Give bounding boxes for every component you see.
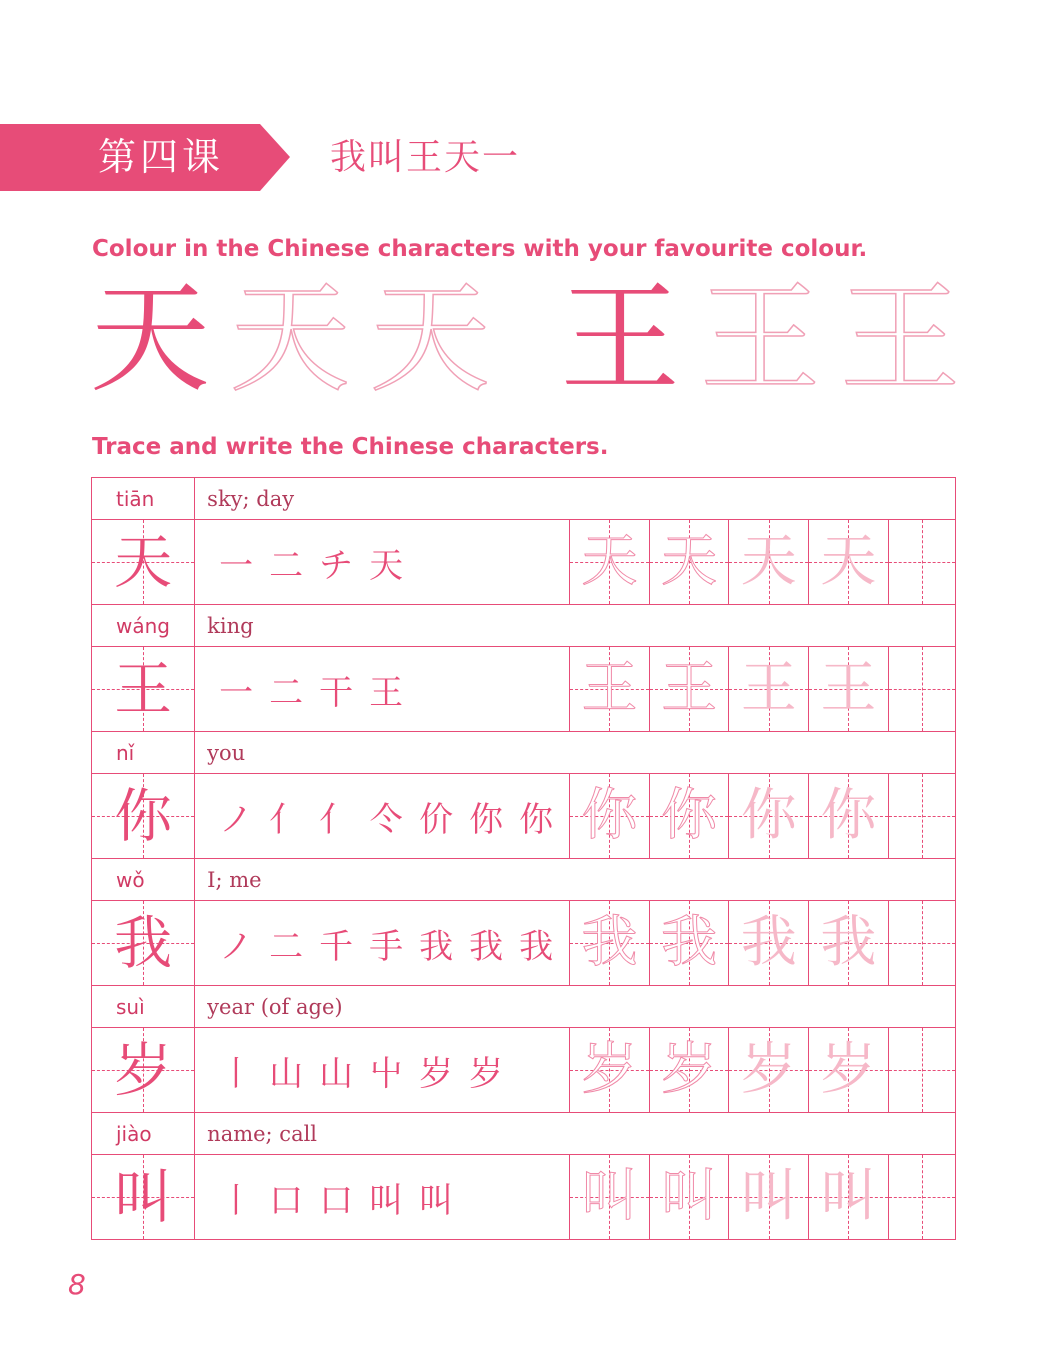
trace-cell[interactable]: [570, 1028, 650, 1113]
trace-char: 王: [820, 656, 877, 721]
trace-char: 岁: [581, 1037, 638, 1102]
write-row: [92, 901, 956, 986]
stroke-step: 亻: [269, 799, 304, 840]
write-row: [92, 647, 956, 732]
trace-char: 你: [661, 783, 718, 848]
trace-cell[interactable]: [809, 774, 889, 859]
model-cell: [92, 1028, 195, 1113]
stroke-step: 手: [369, 926, 404, 967]
stroke-step: 叫: [419, 1180, 454, 1221]
trace-char: 你: [820, 783, 877, 848]
stroke-step: 叫: [369, 1180, 404, 1221]
write-cell[interactable]: [888, 1155, 955, 1240]
trace-cell[interactable]: [809, 901, 889, 986]
trace-char: 岁: [740, 1037, 797, 1102]
trace-char: 我: [820, 910, 877, 975]
trace-char: 你: [581, 783, 638, 848]
trace-char: 我: [740, 910, 797, 975]
trace-char: 叫: [820, 1164, 877, 1229]
trace-cell[interactable]: [649, 647, 729, 732]
stroke-step: チ: [319, 545, 354, 586]
trace-char: 我: [581, 910, 638, 975]
model-cell: [92, 647, 195, 732]
colour-char[interactable]: 王: [700, 270, 820, 409]
model-cell: [92, 520, 195, 605]
stroke-step: 口: [269, 1180, 304, 1221]
stroke-step: 你: [469, 799, 504, 840]
model-cell: [92, 901, 195, 986]
write-row: [92, 1155, 956, 1240]
trace-char: 我: [661, 910, 718, 975]
model-char: 你: [114, 782, 173, 850]
trace-char: 天: [661, 529, 718, 594]
stroke-step: 亻: [319, 799, 354, 840]
model-cell: [92, 1155, 195, 1240]
trace-cell[interactable]: [570, 520, 650, 605]
trace-char: 岁: [661, 1037, 718, 1102]
stroke-order: [195, 774, 570, 859]
info-row: [92, 478, 956, 520]
write-row: [92, 774, 956, 859]
stroke-step: ノ: [219, 799, 254, 840]
trace-cell[interactable]: [649, 1155, 729, 1240]
trace-cell[interactable]: [570, 647, 650, 732]
model-char: 天: [114, 528, 173, 596]
pinyin: wáng: [92, 605, 195, 647]
stroke-step: 山: [319, 1053, 354, 1094]
stroke-step: 二: [269, 545, 304, 586]
stroke-step: 你: [519, 799, 554, 840]
write-cell[interactable]: [888, 647, 955, 732]
trace-cell[interactable]: [809, 1028, 889, 1113]
meaning: you: [195, 732, 956, 774]
trace-char: 叫: [581, 1164, 638, 1229]
trace-instruction: Trace and write the Chinese characters.: [92, 434, 609, 460]
trace-cell[interactable]: [809, 1155, 889, 1240]
stroke-step: 二: [269, 672, 304, 713]
trace-cell[interactable]: [649, 901, 729, 986]
write-cell[interactable]: [888, 774, 955, 859]
colour-char[interactable]: 王: [560, 270, 680, 409]
trace-char: 王: [661, 656, 718, 721]
info-row: [92, 605, 956, 647]
stroke-step: 岁: [419, 1053, 454, 1094]
model-char: 岁: [114, 1036, 173, 1104]
trace-char: 你: [740, 783, 797, 848]
stroke-step: 我: [419, 926, 454, 967]
stroke-step: 丨: [219, 1053, 254, 1094]
stroke-step: 干: [319, 672, 354, 713]
trace-char: 岁: [820, 1037, 877, 1102]
model-char: 王: [114, 655, 173, 723]
trace-cell[interactable]: [649, 520, 729, 605]
trace-cell[interactable]: [729, 1028, 809, 1113]
trace-char: 天: [740, 529, 797, 594]
model-cell: [92, 774, 195, 859]
stroke-step: 丨: [219, 1180, 254, 1221]
meaning: king: [195, 605, 956, 647]
colour-char[interactable]: 天: [230, 270, 350, 409]
stroke-step: 屮: [369, 1053, 404, 1094]
trace-cell[interactable]: [729, 647, 809, 732]
trace-char: 王: [581, 656, 638, 721]
write-row: [92, 520, 956, 605]
write-row: [92, 1028, 956, 1113]
write-cell[interactable]: [888, 1028, 955, 1113]
trace-cell[interactable]: [809, 520, 889, 605]
stroke-step: 我: [519, 926, 554, 967]
stroke-step: 一: [219, 545, 254, 586]
trace-cell[interactable]: [729, 1155, 809, 1240]
stroke-step: 王: [369, 672, 404, 713]
meaning: sky; day: [195, 478, 956, 520]
colour-char[interactable]: 天: [90, 270, 210, 409]
lesson-label: 第四课: [98, 135, 225, 179]
lesson-title: 我叫王天一: [330, 137, 521, 178]
stroke-step: 岁: [469, 1053, 504, 1094]
meaning: year (of age): [195, 986, 956, 1028]
info-row: [92, 732, 956, 774]
practice-table: [91, 477, 956, 1240]
trace-cell[interactable]: [570, 1155, 650, 1240]
trace-char: 天: [820, 529, 877, 594]
trace-char: 天: [581, 529, 638, 594]
write-cell[interactable]: [888, 901, 955, 986]
stroke-step: 一: [219, 672, 254, 713]
stroke-step: 口: [319, 1180, 354, 1221]
trace-char: 王: [740, 656, 797, 721]
stroke-step: 二: [269, 926, 304, 967]
trace-char: 叫: [740, 1164, 797, 1229]
stroke-step: 我: [469, 926, 504, 967]
info-row: [92, 986, 956, 1028]
stroke-order: [195, 1155, 570, 1240]
trace-cell[interactable]: [729, 901, 809, 986]
model-char: 叫: [114, 1163, 173, 1231]
stroke-step: 仒: [369, 799, 404, 840]
trace-cell[interactable]: [729, 520, 809, 605]
page-number: 8: [68, 1268, 86, 1301]
pinyin: tiān: [92, 478, 195, 520]
trace-cell[interactable]: [649, 1028, 729, 1113]
pinyin: suì: [92, 986, 195, 1028]
pinyin: nǐ: [92, 732, 195, 774]
stroke-step: 价: [419, 799, 454, 840]
trace-cell[interactable]: [809, 647, 889, 732]
pinyin: jiào: [92, 1113, 195, 1155]
stroke-order: [195, 1028, 570, 1113]
stroke-step: 天: [369, 545, 404, 586]
model-char: 我: [114, 909, 173, 977]
write-cell[interactable]: [888, 520, 955, 605]
colour-char[interactable]: 王: [840, 270, 960, 409]
trace-cell[interactable]: [570, 901, 650, 986]
meaning: name; call: [195, 1113, 956, 1155]
stroke-step: 千: [319, 926, 354, 967]
trace-cell[interactable]: [570, 774, 650, 859]
colour-char[interactable]: 天: [370, 270, 490, 409]
stroke-order: [195, 520, 570, 605]
trace-cell[interactable]: [729, 774, 809, 859]
trace-char: 叫: [661, 1164, 718, 1229]
meaning: I; me: [195, 859, 956, 901]
colour-instruction: Colour in the Chinese characters with your favourite colour.: [92, 236, 868, 262]
stroke-step: 山: [269, 1053, 304, 1094]
stroke-order: [195, 901, 570, 986]
info-row: [92, 859, 956, 901]
stroke-order: [195, 647, 570, 732]
colour-in-characters: [90, 270, 970, 409]
pinyin: wǒ: [92, 859, 195, 901]
stroke-step: ノ: [219, 926, 254, 967]
trace-cell[interactable]: [649, 774, 729, 859]
info-row: [92, 1113, 956, 1155]
